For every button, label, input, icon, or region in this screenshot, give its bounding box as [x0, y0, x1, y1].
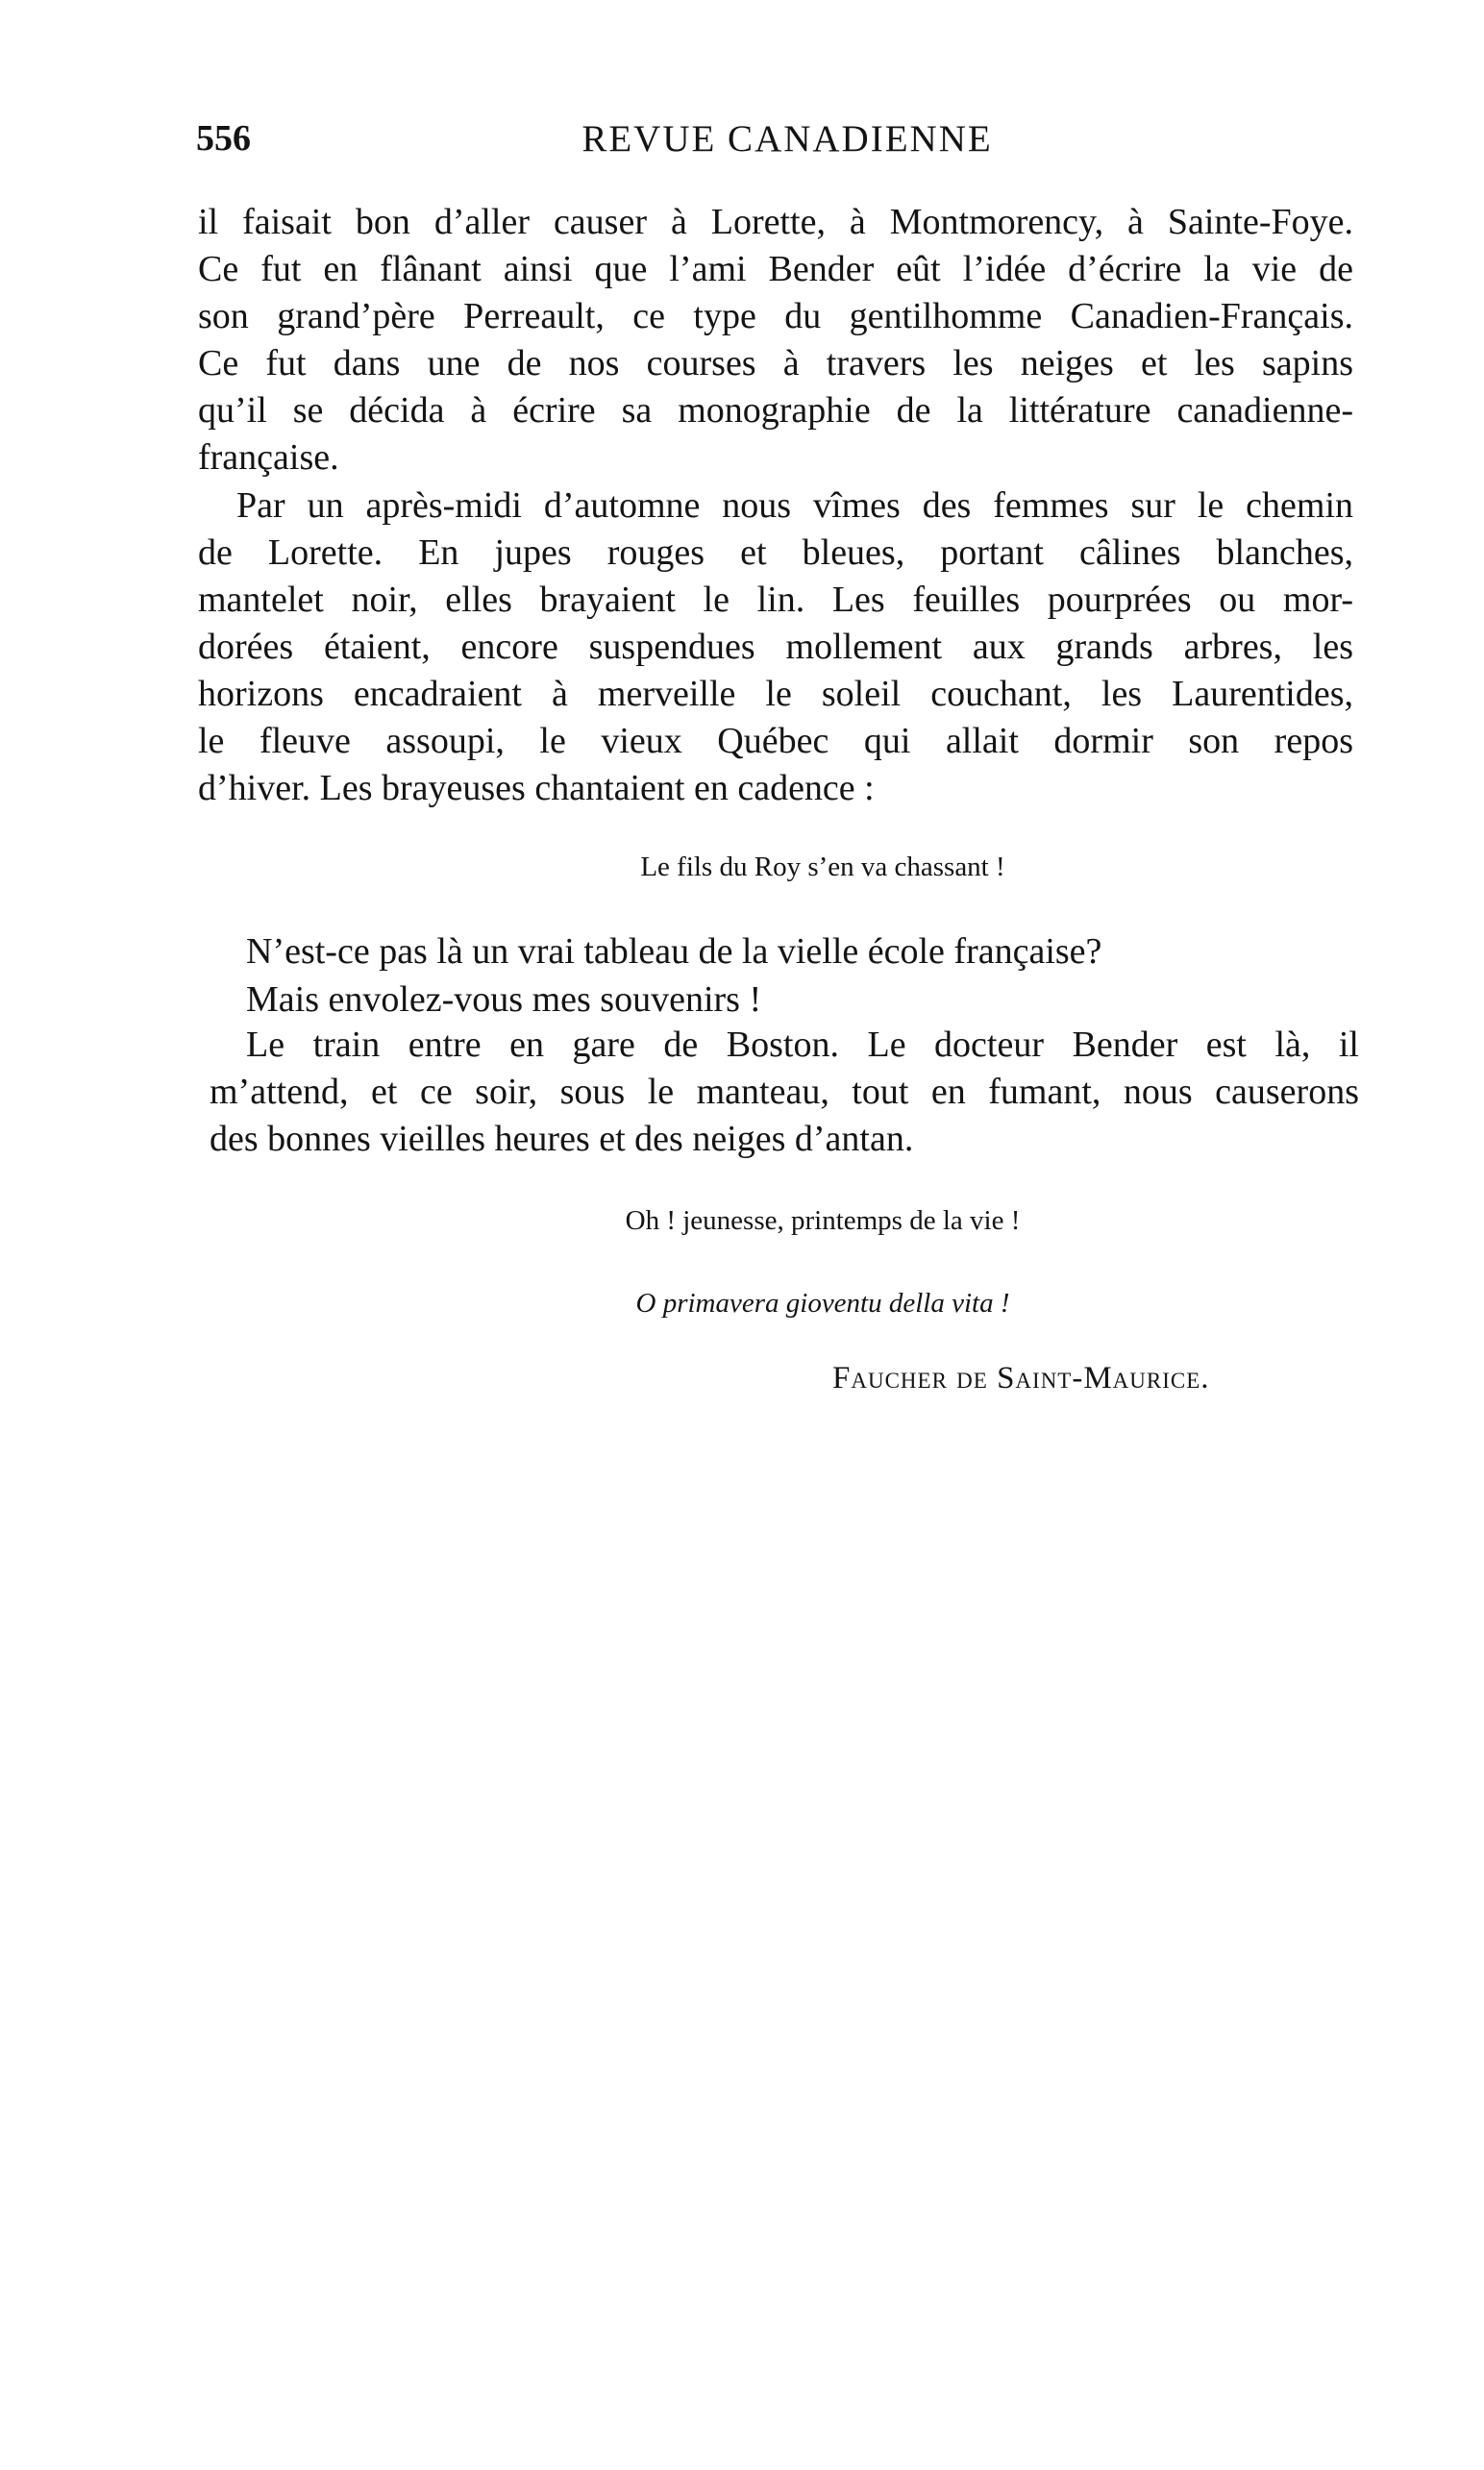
- text-line: Ce fut dans une de nos courses à travers les neiges et les sapins: [198, 343, 1353, 383]
- page-number: 556: [196, 118, 251, 159]
- text-line: Par un après-midi d’automne nous vîmes des femmes sur le chemin: [236, 485, 1353, 526]
- text-line: dorées étaient, encore suspendues mollement aux grands arbres, les: [198, 627, 1353, 667]
- text-line: il faisait bon d’aller causer à Lorette, à Montmorency, à Sainte-Foye.: [198, 202, 1353, 242]
- text-line: le fleuve assoupi, le vieux Québec qui allait dormir son repos: [198, 721, 1353, 761]
- author-signature: Faucher de Saint-Maurice.: [832, 1361, 1210, 1396]
- text-line: son grand’père Perreault, ce type du gentilhomme Canadien-Français.: [198, 296, 1353, 336]
- page-header: [196, 117, 1359, 165]
- text-line: m’attend, et ce soir, sous le manteau, tout en fumant, nous causerons: [210, 1072, 1359, 1112]
- verse-french: Oh ! jeunesse, printemps de la vie !: [625, 1205, 1021, 1236]
- text-line: Le train entre en gare de Boston. Le docteur Bender est là, il: [246, 1025, 1359, 1065]
- text-line: Mais envolez-vous mes souvenirs !: [246, 979, 762, 1020]
- text-line: française.: [198, 437, 339, 478]
- text-line: d’hiver. Les brayeuses chantaient en cadence :: [198, 768, 875, 808]
- text-line: qu’il se décida à écrire sa monographie de la littérature canadienne-: [198, 390, 1353, 431]
- song-quote: Le fils du Roy s’en va chassant !: [640, 852, 1005, 882]
- text-line: N’est-ce pas là un vrai tableau de la vielle école française?: [246, 931, 1102, 972]
- text-line: de Lorette. En jupes rouges et bleues, portant câlines blanches,: [198, 532, 1353, 573]
- text-line: horizons encadraient à merveille le soleil couchant, les Laurentides,: [198, 674, 1353, 714]
- text-line: mantelet noir, elles brayaient le lin. Les feuilles pourprées ou mor-: [198, 580, 1353, 620]
- running-title: REVUE CANADIENNE: [581, 118, 993, 160]
- text-line: des bonnes vieilles heures et des neiges d’antan.: [210, 1119, 914, 1159]
- verse-italian: O primavera gioventu della vita !: [635, 1288, 1010, 1319]
- text-line: Ce fut en flânant ainsi que l’ami Bender eût l’idée d’écrire la vie de: [198, 249, 1353, 289]
